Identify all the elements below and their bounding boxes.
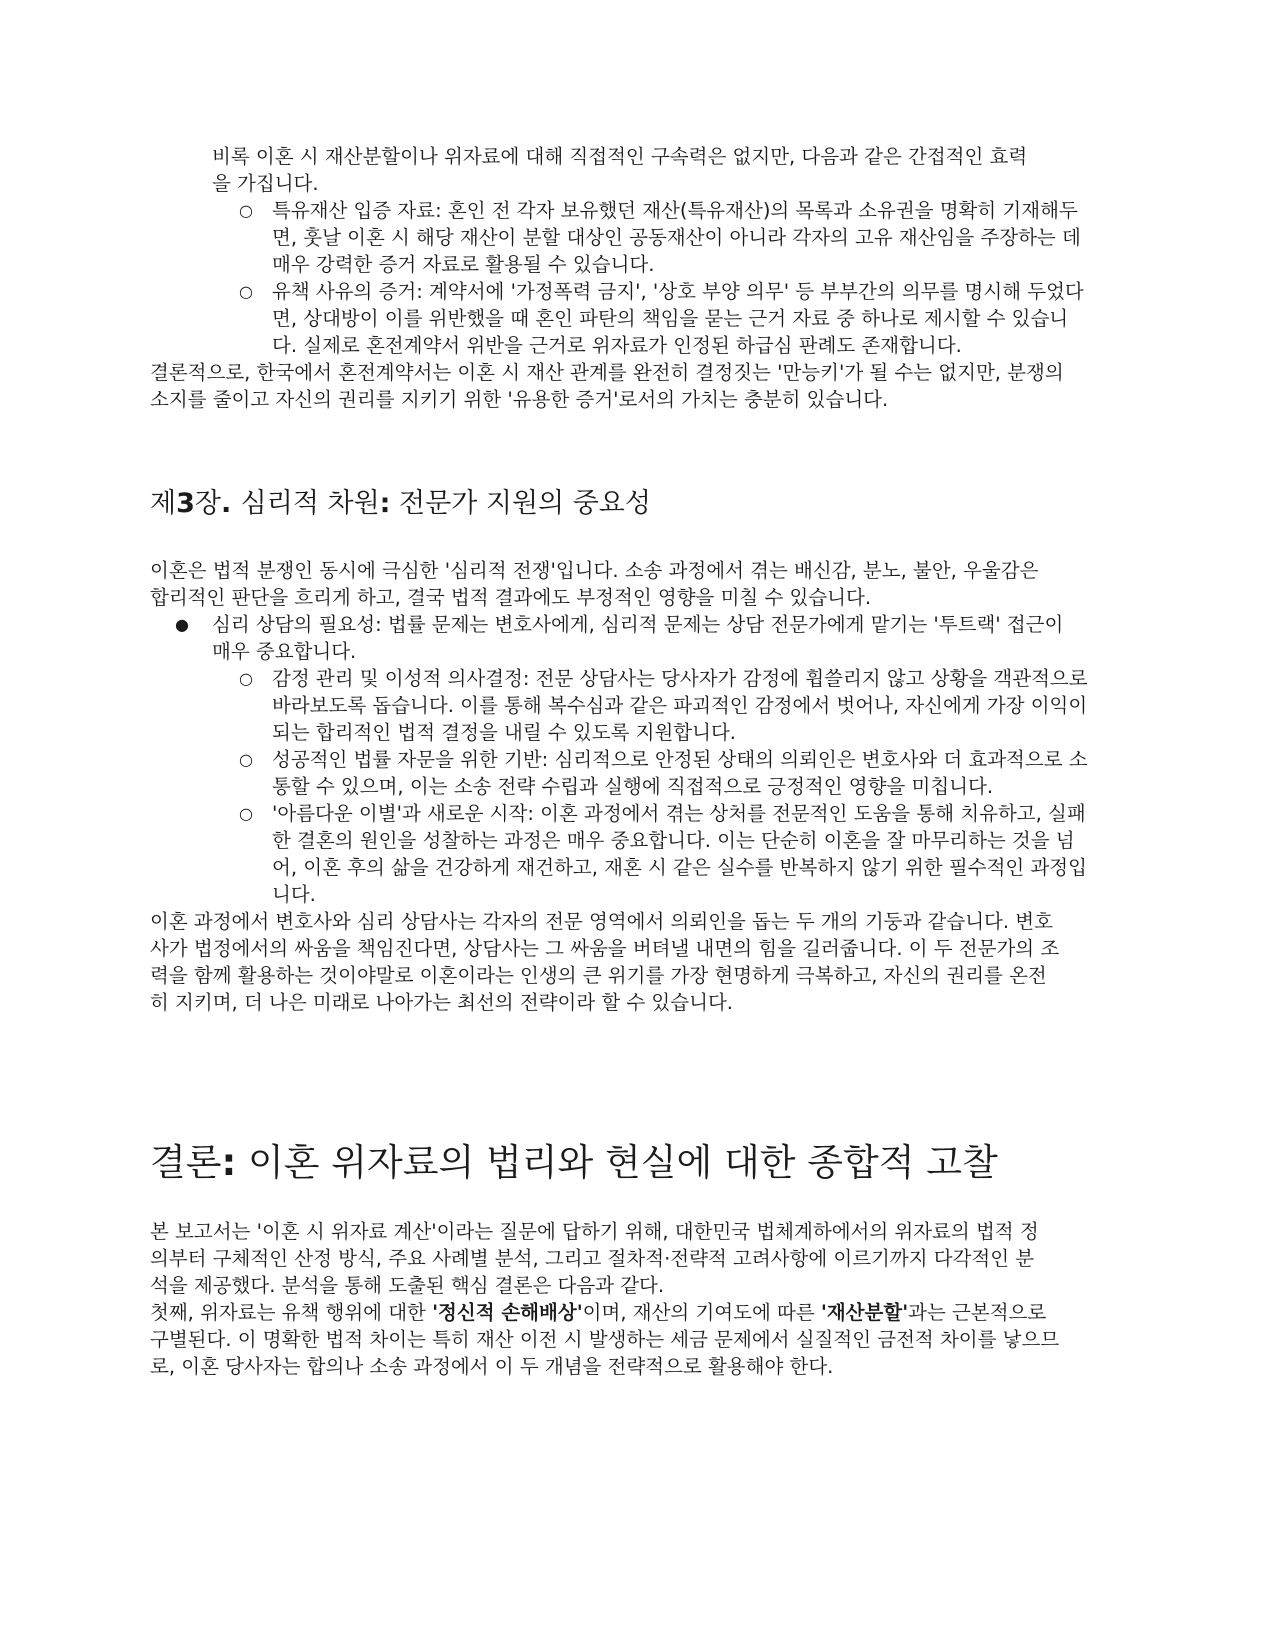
list-item (175, 611, 1072, 665)
hollow-bullet-icon: ○ (239, 804, 253, 823)
list-item-text: 감정 관리 및 이성적 의사결정: 전문 상담사는 당사자가 감정에 휩쓸리지 않고 상황을 객관적으로 바라보도록 돕습니다. 이를 통해 복수심과 같은 파괴적인 감정에서 벗어나, 자신에게 가장 이익이 되는 합리적인 법적 결정을 내릴 수 있도록 지원합니다. (272, 667, 1088, 744)
list-item (239, 197, 1092, 278)
chapter3-body (150, 557, 1120, 1016)
chapter3-intro: 이혼은 법적 분쟁인 동시에 극심한 '심리적 전쟁'입니다. 소송 과정에서 겪는 배신감, 분노, 불안, 우울감은 합리적인 판단을 흐리게 하고, 결국 법적 결과에도 부정적인 영향을 미칠 수 있습니다. (150, 559, 1039, 609)
list-item-text: 성공적인 법률 자문을 위한 기반: 심리적으로 안정된 상태의 의뢰인은 변호사와 더 효과적으로 소통할 수 있으며, 이는 소송 전략 수립과 실행에 직접적으로 긍정적인 영향을 미칩니다. (272, 748, 1088, 798)
heading-part: 장 (194, 488, 221, 519)
filled-bullet-icon: ● (175, 615, 189, 634)
chapter3-heading (150, 486, 651, 522)
heading-part: . (220, 488, 241, 519)
hollow-bullet-icon: ○ (239, 282, 253, 301)
list-item (239, 800, 1092, 908)
prenup-conclusion: 결론적으로, 한국에서 혼전계약서는 이혼 시 재산 관계를 완전히 결정짓는 '만능키'가 될 수는 없지만, 분쟁의 소지를 줄이고 자신의 권리를 지키기 위한 '유용한 증거'로서의 가치는 충분히 있습니다. (150, 361, 1064, 411)
conclusion-body (150, 1218, 1120, 1380)
heading-part: 전문가 지원의 중요성 (390, 488, 651, 519)
text-run: 과는 근본적으로 구별된다. 이 명확한 법적 차이는 특히 재산 이전 시 발생하는 세금 문제에서 실질적인 금전적 차이를 낳으므로, 이혼 당사자는 합의나 소송 과정에서 이 두 개념을 전략적으로 활용해야 한다. (150, 1301, 1060, 1378)
hollow-bullet-icon: ○ (239, 669, 253, 688)
chapter3-closing: 이혼 과정에서 변호사와 심리 상담사는 각자의 전문 영역에서 의뢰인을 돕는 두 개의 기둥과 같습니다. 변호사가 법정에서의 싸움을 책임진다면, 상담사는 그 싸움을 버텨낼 내면의 힘을 길러줍니다. 이 두 전문가의 조력을 함께 활용하는 것이야말로 이혼이라는 인생의 큰 위기를 가장 현명하게 극복하고, 자신의 권리를 온전히 지키며, 더 나은 미래로 나아가는 최선의 전략이라 할 수 있습니다. (150, 910, 1060, 1014)
hollow-bullet-icon: ○ (239, 750, 253, 769)
list-item-text: 특유재산 입증 자료: 혼인 전 각자 보유했던 재산(특유재산)의 목록과 소유권을 명확히 기재해두면, 훗날 이혼 시 해당 재산이 분할 대상인 공동재산이 아니라 각자의 고유 재산임을 주장하는 데 매우 강력한 증거 자료로 활용될 수 있습니다. (272, 199, 1081, 276)
conclusion-first-point (150, 1299, 1065, 1380)
text-run: '재산분할' (820, 1301, 909, 1324)
prenup-indirect-effect-intro: 비록 이혼 시 재산분할이나 위자료에 대해 직접적인 구속력은 없지만, 다음과 같은 간접적인 효력을 가집니다. (212, 145, 1028, 195)
heading-part: 이혼 위자료의 법리와 현실에 대한 종합적 고찰 (236, 1141, 998, 1184)
heading-part: 결론 (150, 1141, 222, 1184)
list-item-text: 유책 사유의 증거: 계약서에 '가정폭력 금지', '상호 부양 의무' 등 부부간의 의무를 명시해 두었다면, 상대방이 이를 위반했을 때 혼인 파탄의 책임을 묻는 근거 자료 중 하나로 제시할 수 있습니다. 실제로 혼전계약서 위반을 근거로 위자료가 인정된 하급심 판례도 존재합니다. (272, 280, 1084, 357)
heading-part: 3 (176, 488, 195, 519)
conclusion-heading (150, 1140, 998, 1186)
text-run: 첫째, 위자료는 유책 행위에 대한 (150, 1301, 433, 1324)
prenup-effects-section (150, 143, 1120, 413)
conclusion-intro: 본 보고서는 '이혼 시 위자료 계산'이라는 질문에 답하기 위해, 대한민국 법체계하에서의 위자료의 법적 정의부터 구체적인 산정 방식, 주요 사례별 분석, 그리고 절차적·전략적 고려사항에 이르기까지 다각적인 분석을 제공했다. 분석을 통해 도출된 핵심 결론은 다음과 같다. (150, 1220, 1039, 1297)
text-run: '정신적 손해배상' (432, 1301, 583, 1324)
list-item-text: 심리 상담의 필요성: 법률 문제는 변호사에게, 심리적 문제는 상담 전문가에게 맡기는 '투트랙' 접근이 매우 중요합니다. (212, 613, 1064, 663)
heading-part: : (379, 488, 391, 519)
heading-part: 심리적 차원 (240, 488, 380, 519)
list-item-text: '아름다운 이별'과 새로운 시작: 이혼 과정에서 겪는 상처를 전문적인 도움을 통해 치유하고, 실패한 결혼의 원인을 성찰하는 과정은 매우 중요합니다. 이는 단순히 이혼을 잘 마무리하는 것을 넘어, 이혼 후의 삶을 건강하게 재건하고, 재혼 시 같은 실수를 반복하지 않기 위한 필수적인 과정입니다. (272, 802, 1087, 906)
list-item (239, 665, 1092, 746)
list-item (239, 278, 1092, 359)
heading-part: 제 (150, 488, 177, 519)
text-run: 이며, 재산의 기여도에 따른 (582, 1301, 821, 1324)
hollow-bullet-icon: ○ (239, 201, 253, 220)
list-item (239, 746, 1092, 800)
heading-part: : (221, 1141, 237, 1184)
